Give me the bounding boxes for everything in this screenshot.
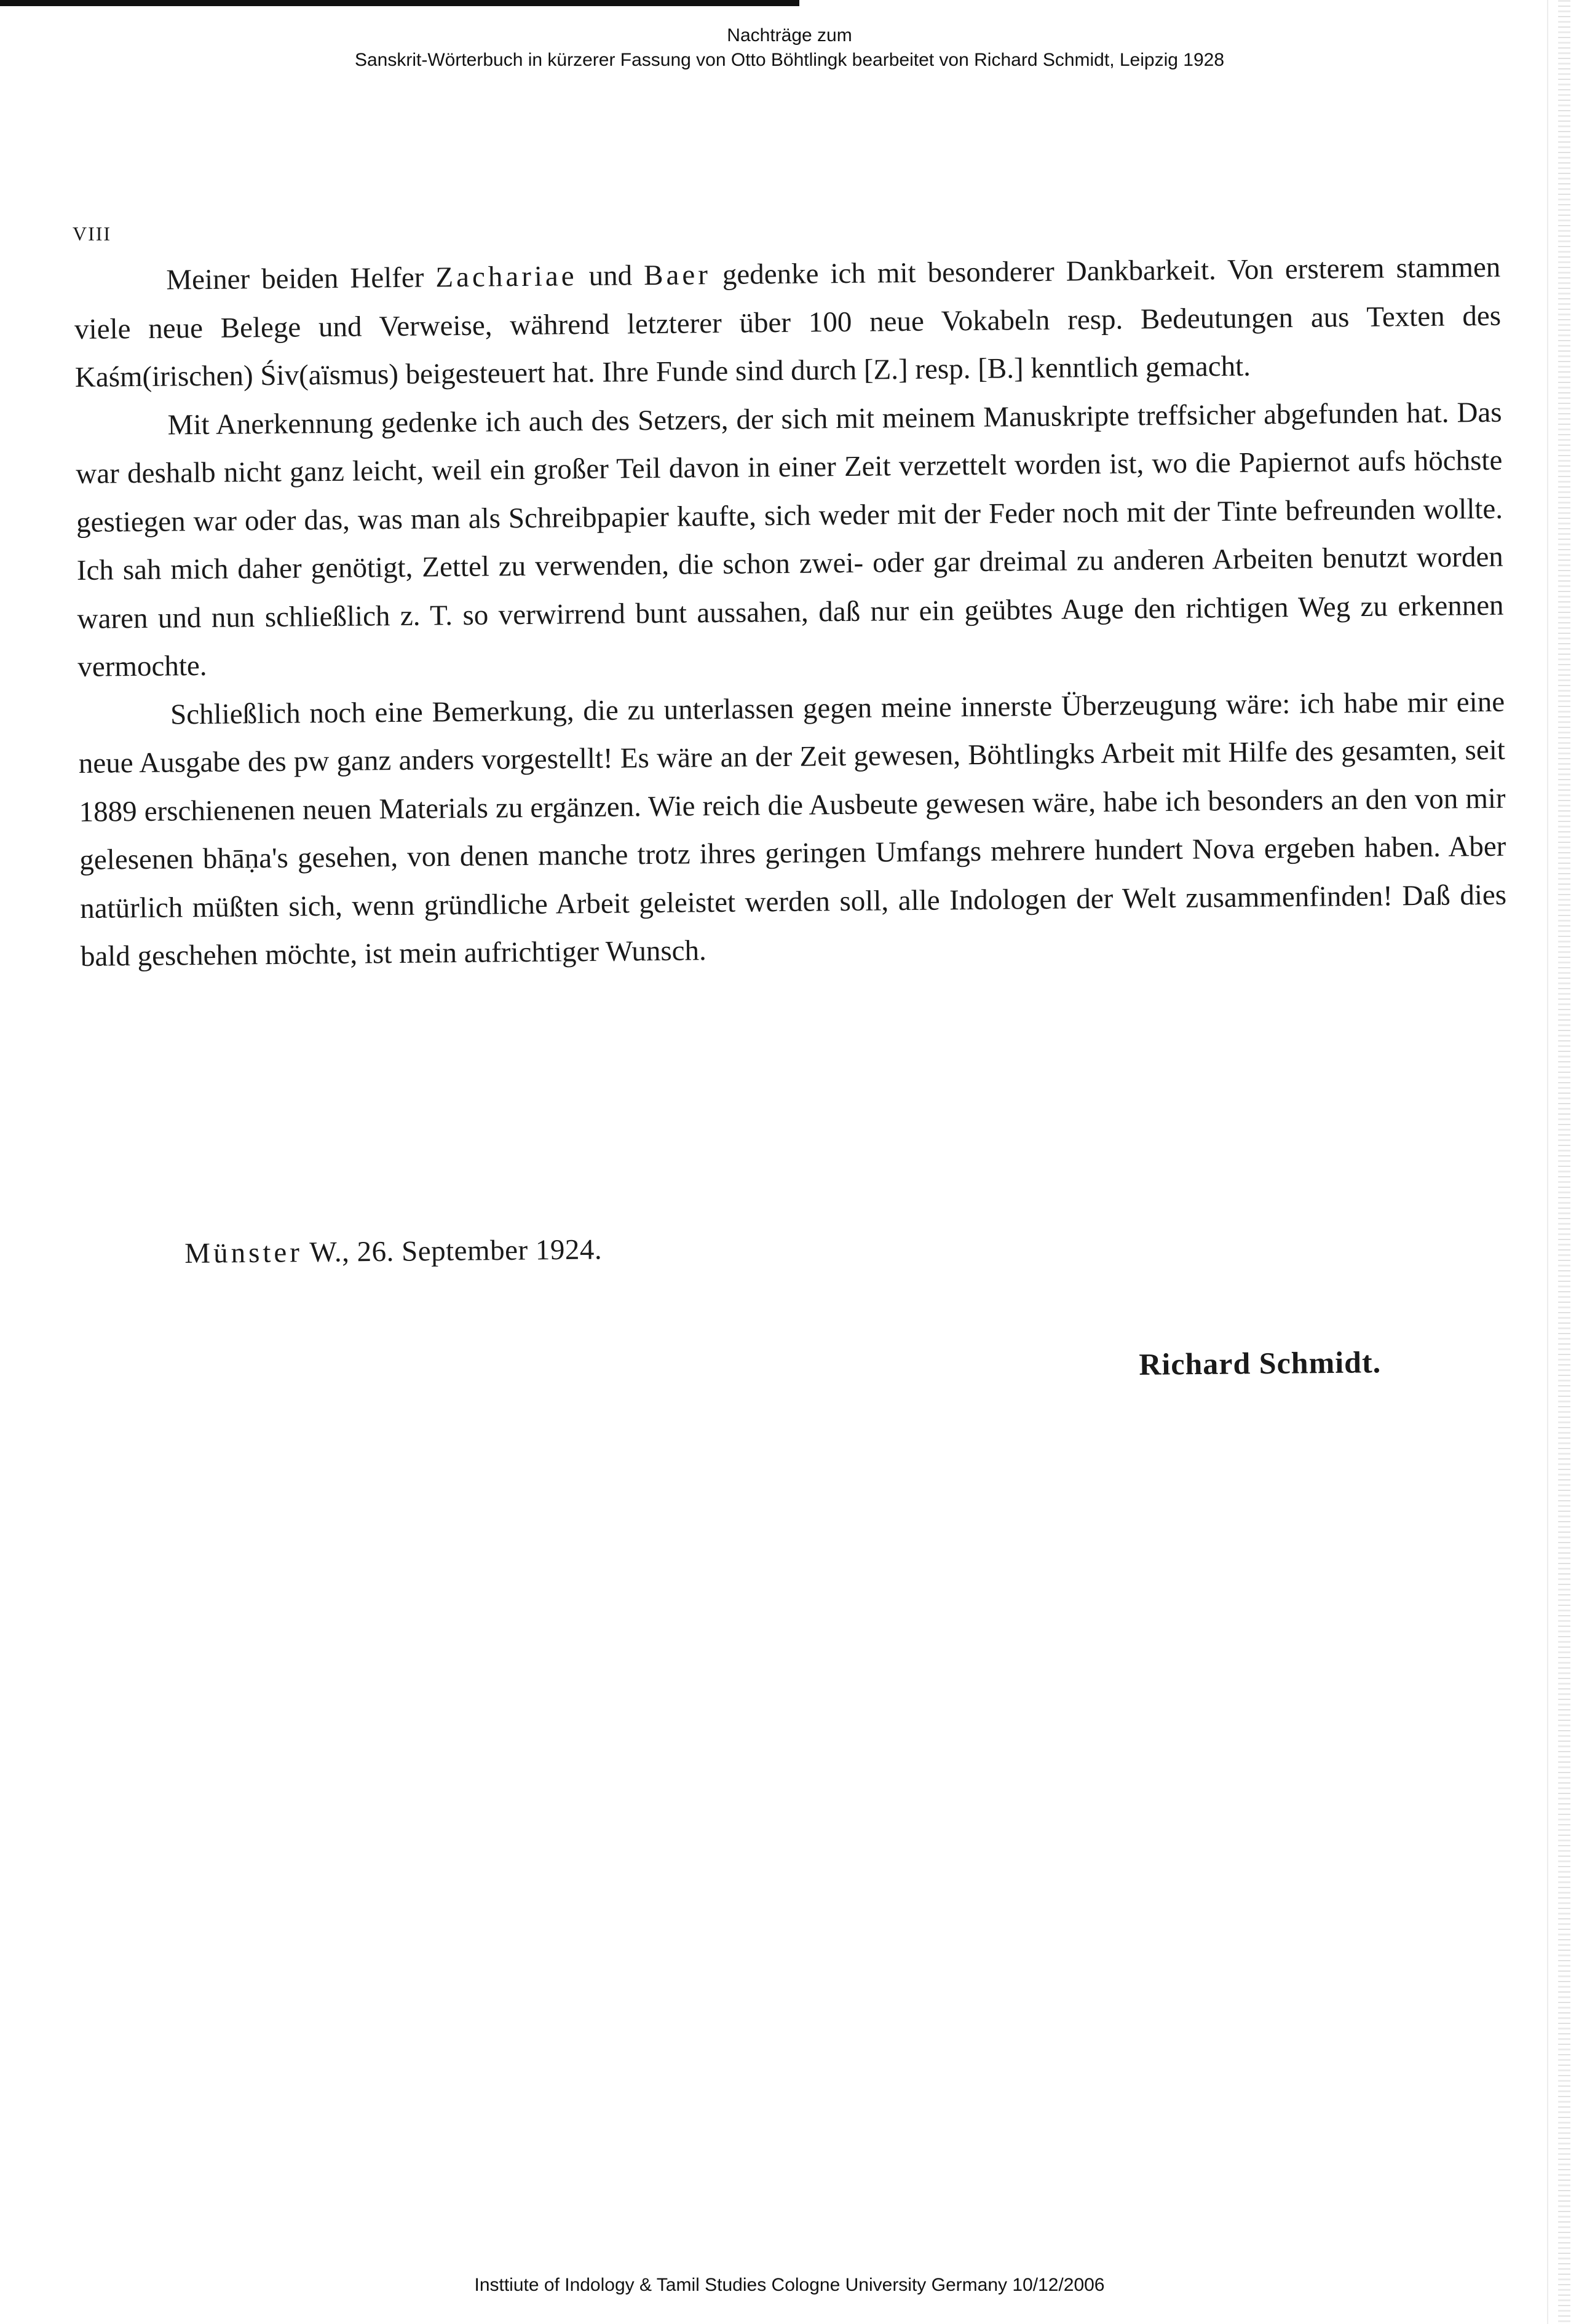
top-scan-rule <box>0 0 799 6</box>
name-zachariae: Zachariae <box>435 260 577 294</box>
author-signature: Richard Schmidt. <box>1139 1345 1382 1381</box>
paragraph-1-lead: Meiner beiden Helfer <box>166 261 436 296</box>
header-line-2: Sanskrit-Wörterbuch in kürzerer Fassung von Otto Böhtlingk bearbeitet von Richard Schmidt, Leipzig 1928 <box>354 50 1225 70</box>
page-number: VIII <box>73 223 112 245</box>
name-baer: Baer <box>643 259 711 292</box>
place-name: Münster <box>184 1236 303 1270</box>
header-line-1: Nachträge zum <box>727 25 852 45</box>
date-text: W., 26. September 1924. <box>302 1233 603 1269</box>
paragraph-1-rest: gedenke ich mit besonderer Dankbarkeit. Von ersterem stammen viele neue Belege und Verweise, während letzterer über 100 neue Vokabeln resp. Bedeutungen aus Texten des Kaśm(irischen) Śiv(aïsmus) beigesteuert hat. Ihre Funde sind durch [Z.] resp. [B.] kenntlich gemacht. <box>74 251 1502 393</box>
paragraph-typesetter: Mit Anerkennung gedenke ich auch des Setzers, der sich mit meinem Manuskripte treffsicher abgefunden hat. Das war deshalb nicht ganz leicht, weil ein großer Teil davon in einer Zeit verzettelt worden ist, wo die Papiernot aufs höchste gestiegen war oder das, was man als Schreibpapier kaufte, sich weder mit der Feder noch mit der Tinte befreunden wollte. Ich sah mich daher genötigt, Zettel zu verwenden, die schon zwei- oder gar dreimal zu anderen Arbeiten benutzt worden waren und nun schließlich z. T. so verwirrend bunt aussahen, daß nur ein geübtes Auge den richtigen Weg zu erkennen vermochte. <box>76 396 1504 683</box>
paragraph-helpers <box>74 243 1502 402</box>
scan-edge-noise <box>1558 0 1570 2324</box>
scan-footer: Insttiute of Indology & Tamil Studies Cologne University Germany 10/12/2006 <box>474 2275 1105 2295</box>
preface-body <box>74 243 1507 981</box>
place-and-date <box>184 1233 602 1270</box>
paragraph-1-und: und <box>577 259 644 293</box>
scan-edge-line <box>1547 0 1548 2324</box>
scan-header <box>0 23 1579 73</box>
paragraph-closing-remark: Schließlich noch eine Bemerkung, die zu unterlassen gegen meine innerste Überzeugung wäre: ich habe mir eine neue Ausgabe des pw ganz anders vorgestellt! Es wäre an der Zeit gewesen, Böhtlingks Arbeit mit Hilfe des gesamten, seit 1889 erschienenen neuen Materials zu ergänzen. Wie reich die Ausbeute gewesen wäre, habe ich besonders an den von mir gelesenen bhāṇa's gesehen, von denen manche trotz ihres geringen Umfangs mehrere hundert Nova ergeben haben. Aber natürlich müßten sich, wenn gründliche Arbeit geleistet werden soll, alle Indologen der Welt zusammenfinden! Daß dies bald geschehen möchte, ist mein aufrichtiger Wunsch. <box>78 686 1507 973</box>
